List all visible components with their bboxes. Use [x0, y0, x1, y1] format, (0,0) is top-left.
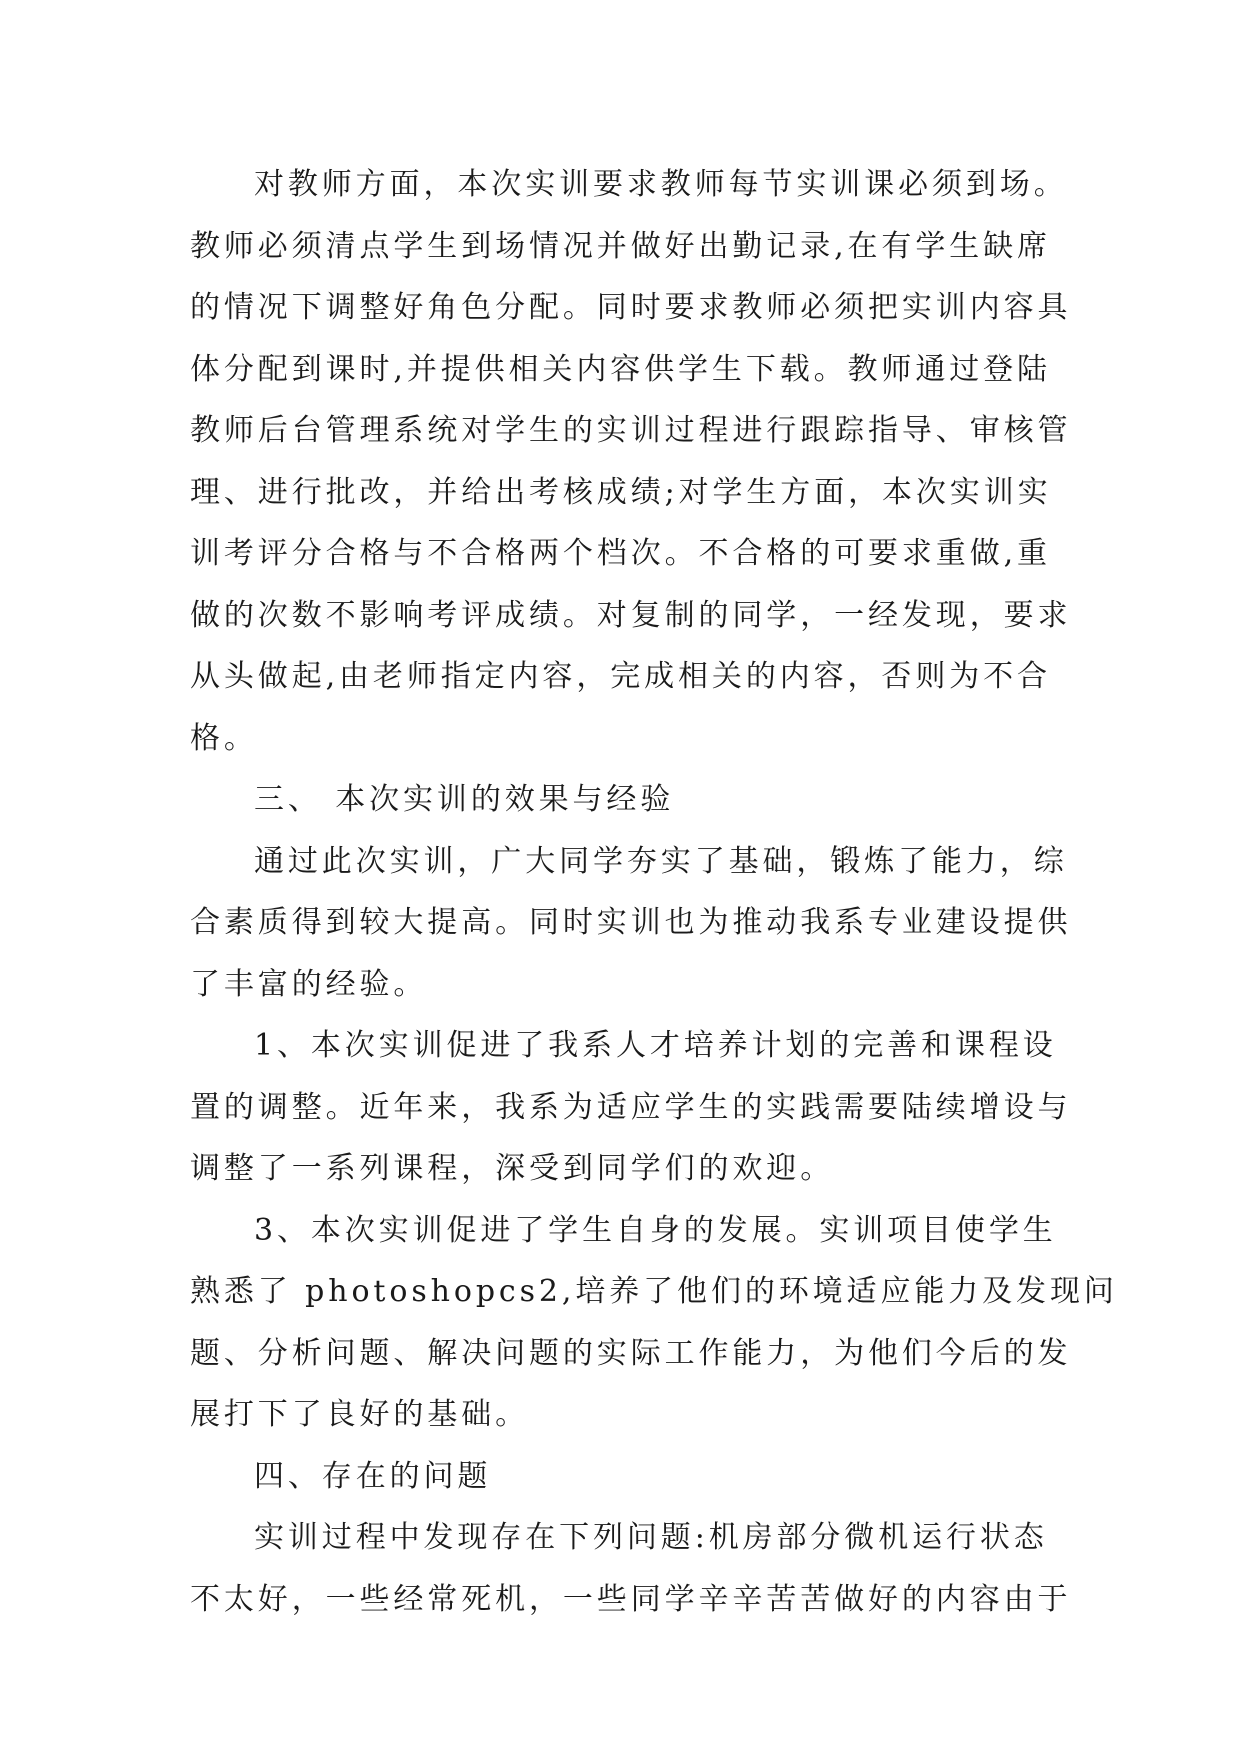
text-line: 训考评分合格与不合格两个档次。不合格的可要求重做,重: [190, 536, 1051, 571]
text-line: 的情况下调整好角色分配。同时要求教师必须把实训内容具: [190, 290, 1072, 325]
text-line: 理、进行批改，并给出考核成绩;对学生方面，本次实训实: [190, 474, 1052, 510]
document-body: [190, 154, 1118, 1630]
text-line: 了丰富的经验。: [190, 966, 428, 1002]
text-line: 四、存在的问题: [254, 1458, 492, 1494]
text-line: 从头做起,由老师指定内容，完成相关的内容，否则为不合: [190, 659, 1051, 694]
text-line: 做的次数不影响考评成绩。对复制的同学，一经发现，要求: [190, 597, 1072, 633]
text-line: 3、本次实训促进了学生自身的发展。实训项目使学生: [254, 1212, 1057, 1248]
text-line: 题、分析问题、解决问题的实际工作能力，为他们今后的发: [190, 1335, 1072, 1371]
text-line: 三、 本次实训的效果与经验: [254, 782, 675, 817]
text-line: 体分配到课时,并提供相关内容供学生下载。教师通过登陆: [190, 351, 1051, 387]
text-line: 不太好，一些经常死机，一些同学辛辛苦苦做好的内容由于: [190, 1581, 1072, 1617]
text-line: 实训过程中发现存在下列问题:机房部分微机运行状态: [254, 1520, 1048, 1555]
text-line: 1、本次实训促进了我系人才培养计划的完善和课程设: [254, 1028, 1057, 1063]
text-line: 调整了一系列课程，深受到同学们的欢迎。: [190, 1151, 835, 1186]
text-line: 置的调整。近年来，我系为适应学生的实践需要陆续增设与: [190, 1089, 1072, 1125]
text-line: 展打下了良好的基础。: [190, 1397, 529, 1432]
text-line: 合素质得到较大提高。同时实训也为推动我系专业建设提供: [190, 905, 1072, 940]
text-line: 通过此次实训，广大同学夯实了基础，锻炼了能力，综: [254, 843, 1068, 879]
text-line: 教师必须清点学生到场情况并做好出勤记录,在有学生缺席: [190, 228, 1051, 264]
text-line: 对教师方面，本次实训要求教师每节实训课必须到场。: [254, 167, 1068, 202]
text-line: 教师后台管理系统对学生的实训过程进行跟踪指导、审核管: [190, 413, 1072, 448]
text-line: 熟悉了 photoshopcs2,培养了他们的环境适应能力及发现问: [190, 1274, 1118, 1309]
text-line: 格。: [190, 720, 258, 756]
